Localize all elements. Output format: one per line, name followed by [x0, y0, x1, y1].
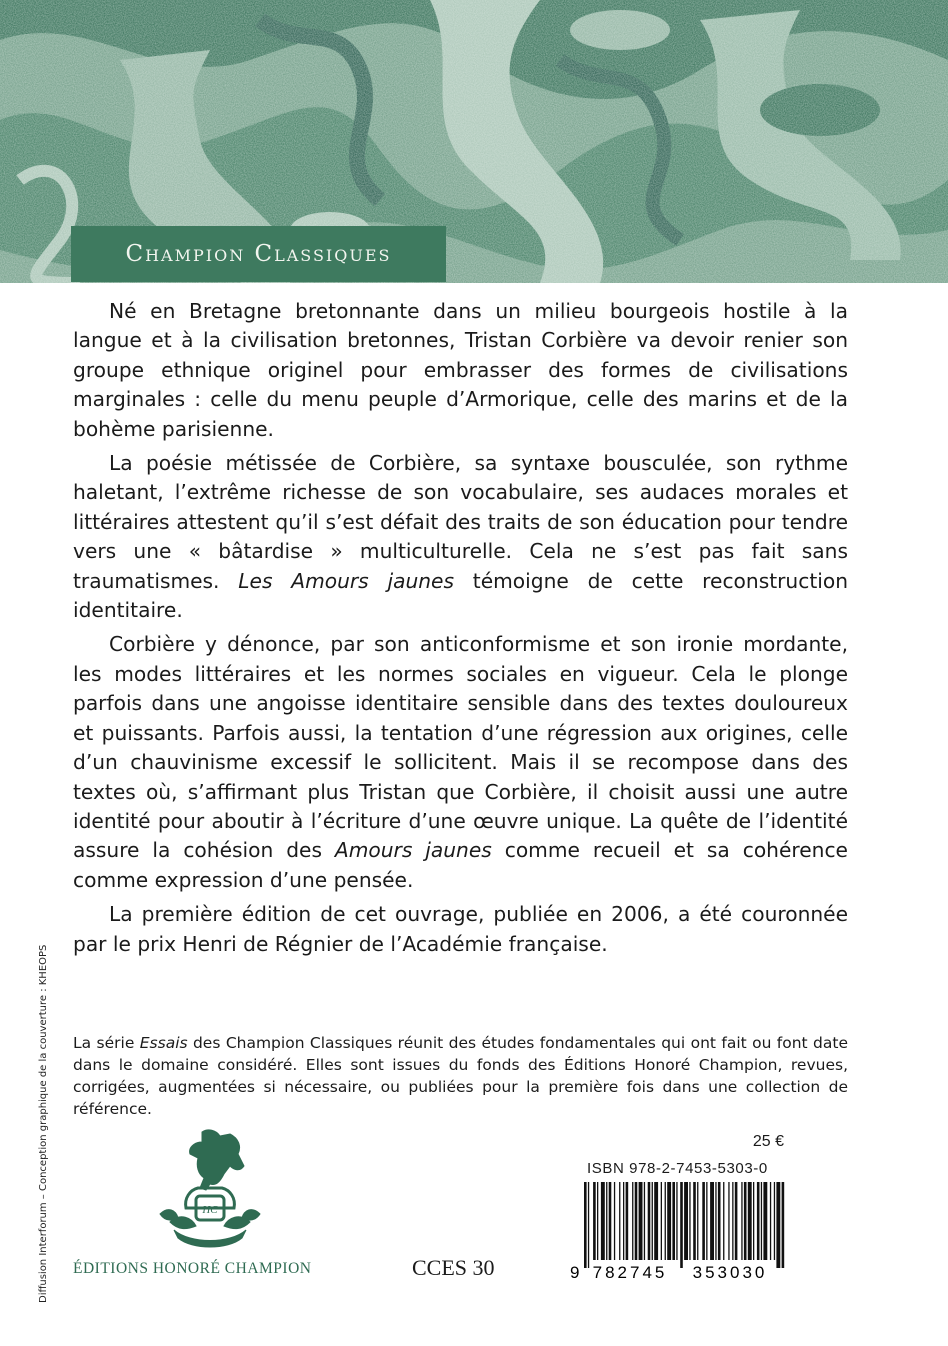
- blurb-paragraph-1: Né en Bretagne bretonnante dans un milieu bourgeois hostile à la langue et à la civilisation bretonnes, Tristan Corbière va devoir renier son groupe ethnique originel pour embrasser des formes de civilisations marginales : celle du menu peuple d’Armorique, celle des marins et de la bohème parisienne.: [73, 299, 848, 441]
- barcode-bar: [782, 1182, 785, 1268]
- barcode-digits-right: 353030: [692, 1263, 768, 1282]
- barcode-bar: [761, 1182, 762, 1260]
- barcode-bar: [770, 1182, 771, 1260]
- blurb-text: Corbière y dénonce, par son anticonformisme et son ironie mordante, les modes littéraires et les normes sociales en vigueur. Cela le plonge parfois dans une angoisse identitaire sensible dans des textes douloureux et puissants. Parfois aussi, la tentation d’une régression aux origines, celle d’un chauvinisme excessif le sollicitent. Mais il se recompose dans des textes où, s’affirmant plus Tristan que Corbière, il choisit aussi une autre identité pour aboutir à l’écriture d’une œuvre unique. La quête de l’identité assure la cohésion des: [73, 632, 848, 863]
- barcode-bar: [693, 1182, 696, 1260]
- barcode-bar: [735, 1182, 738, 1260]
- barcode-bar: [648, 1182, 651, 1260]
- barcode-bar: [744, 1182, 747, 1260]
- barcode-bar: [774, 1182, 775, 1260]
- barcode-bar: [680, 1182, 683, 1268]
- barcode-bar: [593, 1182, 596, 1260]
- series-note-text: La série: [73, 1034, 140, 1052]
- horse-crest-icon: [150, 1126, 270, 1254]
- barcode-bar: [748, 1182, 752, 1260]
- price: 25 €: [752, 1133, 784, 1150]
- barcode-bar: [676, 1182, 677, 1260]
- barcode-bar: [715, 1182, 716, 1260]
- publisher-name: ÉDITIONS HONORÉ CHAMPION: [73, 1260, 312, 1277]
- barcode-bar: [661, 1182, 662, 1260]
- barcode-bar: [757, 1182, 760, 1260]
- barcode-bar: [684, 1182, 688, 1260]
- series-name: Essais: [139, 1034, 188, 1052]
- blurb-paragraph-3: [73, 630, 848, 895]
- barcode: [568, 1182, 788, 1282]
- series-band: [71, 226, 446, 282]
- barcode-bar: [665, 1182, 666, 1260]
- barcode-bar: [667, 1182, 671, 1260]
- barcode-bar: [606, 1182, 607, 1260]
- barcode-bar: [732, 1182, 733, 1260]
- series-note-text: des Champion Classiques réunit des études fondamentales qui ont fait ou font date dans le domaine considéré. Elles sont issues du fonds des Éditions Honoré Champion, revues, corrigées, augmentées si nécessaire, ou publiées pour la première fois dans une collection de référence.: [73, 1034, 848, 1118]
- blurb-text: témoigne de cette reconstruction identitaire.: [73, 568, 848, 623]
- barcode-bar: [672, 1182, 675, 1260]
- barcode-bar: [639, 1182, 643, 1260]
- barcode-bar: [614, 1182, 615, 1260]
- logo-monogram: HC: [202, 1204, 218, 1216]
- blurb-text: La poésie métissée de Corbière, sa syntaxe bousculée, son rythme haletant, l’extrême richesse de son vocabulaire, ses audaces morales et littéraires attestent qu’il s’est défait des traits de son éducation pour tendre vers une « bâtardise » multiculturelle. Cela ne s’est pas fait sans traumatismes.: [73, 451, 848, 593]
- barcode-bar: [776, 1182, 780, 1268]
- barcode-bar: [723, 1182, 724, 1260]
- barcode-lead-digit: 9: [570, 1263, 580, 1282]
- barcode-bar: [763, 1182, 767, 1260]
- design-credit: Diffusion Interforum – Conception graphique de la couverture : KHEOPS: [38, 944, 49, 1303]
- barcode-bar: [702, 1182, 705, 1260]
- barcode-bar: [706, 1182, 707, 1260]
- barcode-bar: [644, 1182, 645, 1260]
- barcode-bar: [609, 1182, 612, 1260]
- barcode-bar: [597, 1182, 598, 1260]
- barcode-digits-left: 782745: [592, 1263, 668, 1282]
- barcode-bar: [654, 1182, 658, 1260]
- series-note: [73, 1032, 848, 1120]
- barcode-bar: [718, 1182, 721, 1260]
- barcode-bar: [584, 1182, 587, 1268]
- series-title: Champion Classiques: [125, 241, 392, 267]
- blurb-paragraph-4: La première édition de cet ouvrage, publiée en 2006, a été couronnée par le prix Henri de Régnier de l’Académie française.: [73, 902, 848, 956]
- barcode-bar: [728, 1182, 729, 1260]
- barcode-bar: [588, 1182, 589, 1268]
- barcode-bar: [697, 1182, 698, 1260]
- isbn: ISBN 978-2-7453-5303-0: [587, 1160, 768, 1177]
- book-title: Les Amours jaunes: [238, 568, 454, 593]
- collection-code: CCES 30: [412, 1255, 495, 1280]
- blurb-text: comme recueil et sa cohérence comme expression d’une pensée.: [73, 838, 848, 892]
- barcode-bar: [689, 1182, 690, 1260]
- barcode-bar: [632, 1182, 633, 1260]
- barcode-bar: [619, 1182, 620, 1260]
- barcode-bar: [601, 1182, 605, 1260]
- barcode-bar: [652, 1182, 653, 1260]
- back-cover-blurb: [73, 297, 848, 964]
- barcode-bar: [710, 1182, 714, 1260]
- barcode-bar: [741, 1182, 742, 1260]
- book-title: Amours jaunes: [334, 838, 492, 863]
- barcode-bar: [626, 1182, 629, 1260]
- blurb-paragraph-2: [73, 449, 848, 625]
- barcode-bar: [635, 1182, 638, 1260]
- barcode-bar: [623, 1182, 624, 1260]
- barcode-bar: [753, 1182, 754, 1260]
